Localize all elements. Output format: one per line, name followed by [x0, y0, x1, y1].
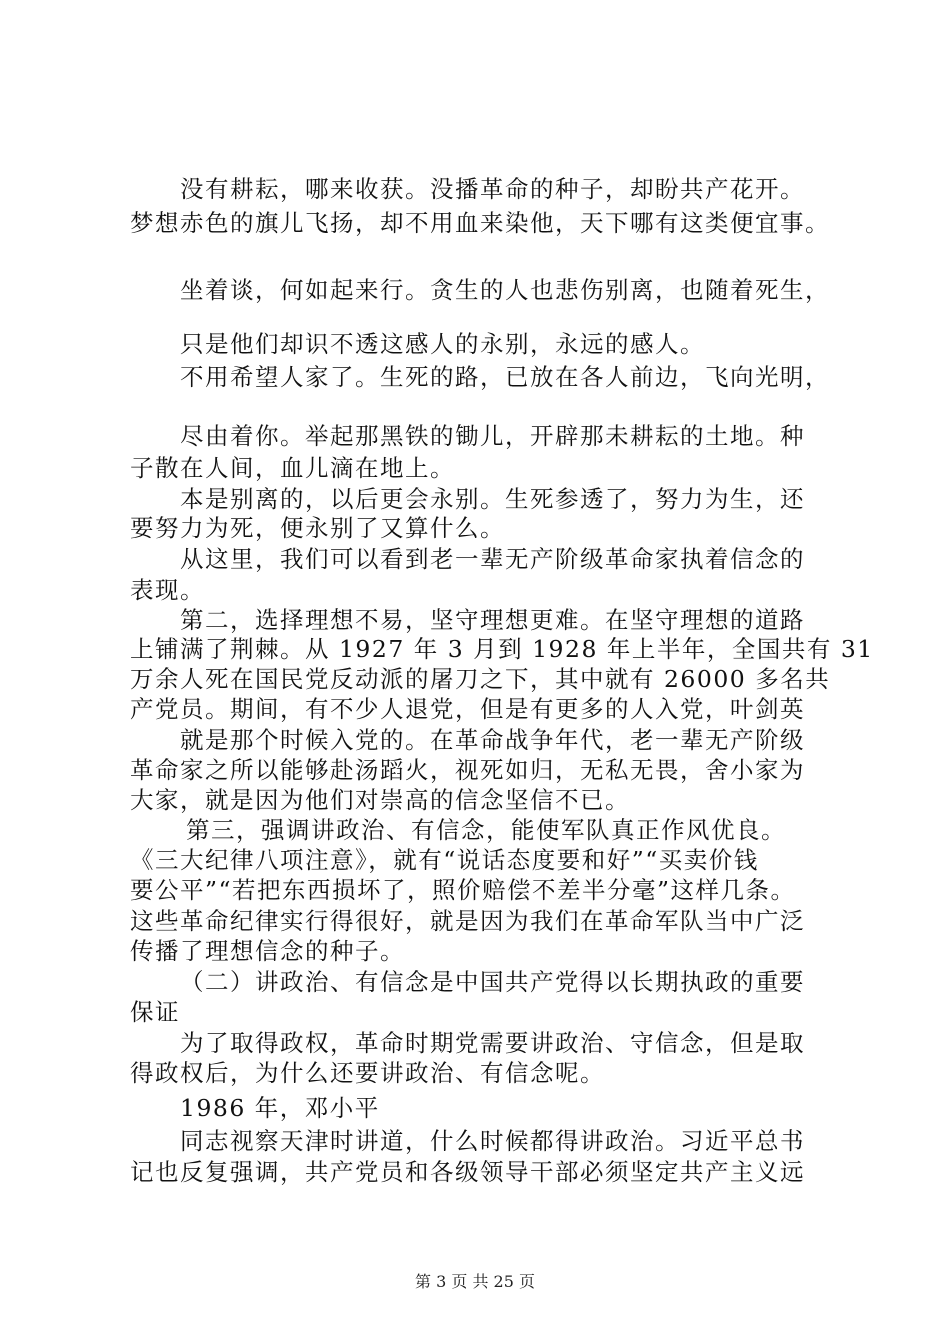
text-line: 要努力为死，便永别了又算什么。: [130, 514, 505, 542]
page-footer: 第 3 页 共 25 页: [415, 1272, 535, 1291]
text-line: 传播了理想信念的种子。: [130, 937, 405, 965]
text-line: 第三，强调讲政治、有信念，能使军队真正作风优良。: [186, 816, 786, 844]
text-line: 这些革命纪律实行得很好，就是因为我们在革命军队当中广泛: [130, 907, 805, 935]
text-line: 尽由着你。举起那黑铁的锄儿，开辟那未耕耘的土地。种: [180, 422, 805, 450]
text-line: 就是那个时候入党的。在革命战争年代，老一辈无产阶级: [180, 726, 805, 754]
text-line: 从这里，我们可以看到老一辈无产阶级革命家执着信念的: [180, 545, 805, 573]
text-line: 产党员。期间，有不少人退党，但是有更多的人入党，叶剑英: [130, 695, 805, 723]
text-line: 梦想赤色的旗儿飞扬，却不用血来染他，天下哪有这类便宜事。: [130, 209, 830, 237]
text-line: 没有耕耘，哪来收获。没播革命的种子，却盼共产花开。: [180, 175, 805, 203]
text-line: 本是别离的，以后更会永别。生死参透了，努力为生，还: [180, 485, 805, 513]
text-line: 表现。: [130, 576, 205, 604]
text-line: 1986 年，邓小平: [180, 1094, 380, 1122]
text-line: 上铺满了荆棘。从 1927 年 3 月到 1928 年上半年，全国共有 31: [130, 635, 874, 663]
text-line: 为了取得政权，革命时期党需要讲政治、守信念，但是取: [180, 1029, 805, 1057]
text-line: 只是他们却识不透这感人的永别，永远的感人。: [180, 330, 705, 358]
text-line: 《三大纪律八项注意》，就有“说话态度要和好”“买卖价钱: [130, 846, 759, 874]
text-line: 得政权后，为什么还要讲政治、有信念呢。: [130, 1059, 605, 1087]
text-line: 大家，就是因为他们对崇高的信念坚信不已。: [130, 786, 630, 814]
text-line: 万余人死在国民党反动派的屠刀之下，其中就有 26000 多名共: [130, 665, 831, 693]
text-line: 坐着谈，何如起来行。贪生的人也悲伤别离，也随着死生，: [180, 276, 830, 304]
text-line: 子散在人间，血儿滴在地上。: [130, 454, 455, 482]
text-line: 不用希望人家了。生死的路，已放在各人前边，飞向光明，: [180, 363, 830, 391]
text-line: 同志视察天津时讲道，什么时候都得讲政治。习近平总书: [180, 1127, 805, 1155]
text-line: 革命家之所以能够赴汤蹈火，视死如归，无私无畏，舍小家为: [130, 756, 805, 784]
text-line: 记也反复强调，共产党员和各级领导干部必须坚定共产主义远: [130, 1158, 805, 1186]
text-line: （二）讲政治、有信念是中国共产党得以长期执政的重要: [180, 968, 805, 996]
text-line: 第二，选择理想不易，坚守理想更难。在坚守理想的道路: [180, 606, 805, 634]
text-line: 保证: [130, 998, 180, 1026]
text-line: 要公平”“若把东西损坏了，照价赔偿不差半分毫”这样几条。: [130, 876, 796, 904]
